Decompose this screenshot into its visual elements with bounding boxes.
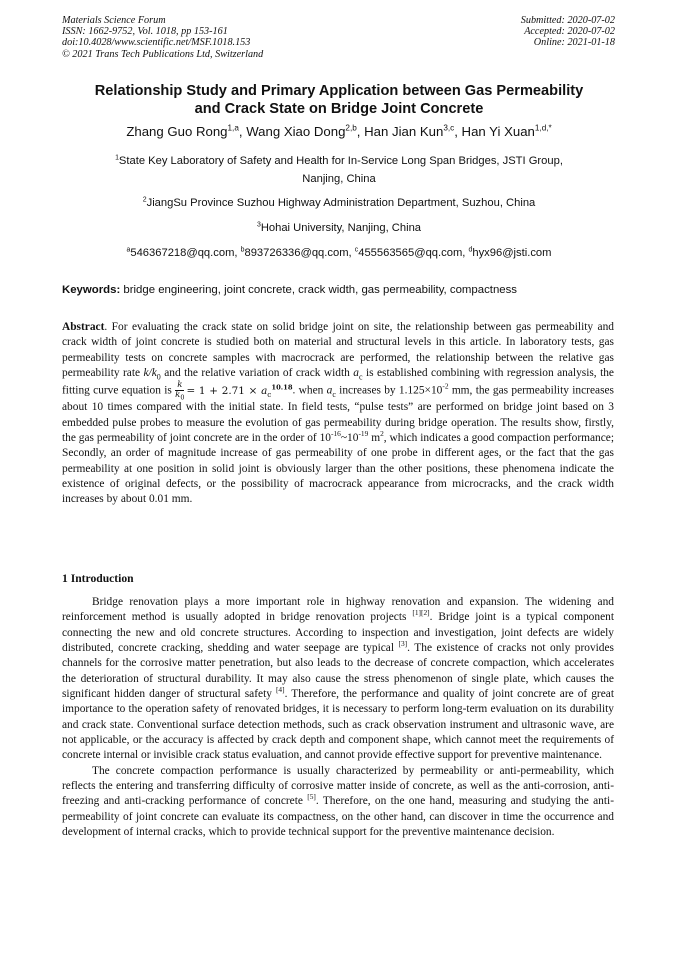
abstract-text: and the relative variation of crack width (160, 367, 354, 380)
email-list (40, 244, 638, 262)
affiliation-1-line-2: Nanjing, China (302, 173, 376, 185)
affiliation-marker: 2 (142, 196, 147, 204)
author-separator: , (356, 124, 365, 139)
accepted-date: Accepted: 2020-07-02 (524, 26, 615, 38)
email-marker: c (354, 246, 359, 254)
email-separator: , (348, 247, 355, 259)
equation-variable: a (261, 384, 268, 397)
abstract-text: mm, the gas permeability increases about 10 times compared with the initial state. In field tests, “pulse tests” are performed on bridge joint based on 3 embedded pulse probes to measure the evolution of gas permeability during bridge operation. The results show, firstly, the gas permeability of joint concrete are in the order of 10 (62, 384, 614, 445)
abstract-text: . For evaluating the crack state on solid bridge joint on site, the relationship between gas permeability and crack width of joint concrete is studied both on material and structural levels in this article. In laboratory tests, gas permeability tests on concrete samples with macrocrack are performed, the relationship between the relative gas permeability rate (62, 321, 614, 380)
author-name: Han Jian Kun (364, 124, 444, 139)
author-affiliation-marker: 1,d,* (534, 123, 552, 133)
abstract-ratio-subscript: 0 (156, 372, 161, 382)
abstract-variable-subscript: c (358, 372, 363, 382)
abstract-variable: a (353, 367, 359, 380)
journal-header-right (521, 15, 615, 49)
citation-ref[interactable]: [4] (275, 685, 285, 695)
email-address[interactable]: 546367218@qq.com (130, 247, 235, 259)
email-address[interactable]: 455563565@qq.com (358, 247, 463, 259)
author-separator: , (238, 124, 247, 139)
author-list (20, 124, 658, 140)
keywords (62, 283, 617, 297)
abstract-exponent: 2 (380, 429, 384, 439)
abstract-variable: a (326, 384, 333, 397)
affiliation-2-text: JiangSu Province Suzhou Highway Administration Department, Suzhou, China (146, 197, 536, 209)
journal-name: Materials Science Forum (62, 15, 166, 26)
email-marker: b (240, 246, 245, 254)
equation-variable-subscript: c (267, 389, 272, 399)
author-affiliation-marker: 1,a (227, 123, 239, 133)
abstract-text: ~10 (340, 432, 359, 445)
introduction-paragraph-1 (62, 595, 614, 764)
paper-title (40, 82, 638, 118)
online-date: Online: 2021-01-18 (533, 37, 615, 49)
email-address[interactable]: hyx96@jsti.com (472, 247, 552, 259)
equation-body: = 1 + 2.71 × (186, 384, 262, 397)
introduction-body (62, 595, 614, 841)
affiliation-3 (40, 219, 638, 237)
affiliation-1 (40, 152, 638, 188)
author-name: Wang Xiao Dong (246, 124, 346, 139)
email-separator: , (462, 247, 469, 259)
paragraph-text: Bridge renovation plays a more important role in highway renovation and expansion. The widening and reinforcement method is usually adopted in bridge renovation projects (62, 596, 614, 624)
affiliation-marker: 1 (115, 154, 119, 162)
abstract-ratio: k/k (143, 367, 157, 380)
equation-fraction (175, 380, 185, 403)
author-affiliation-marker: 3,c (443, 123, 455, 133)
equation-exponent: 10.18 (271, 383, 293, 392)
author-affiliation-marker: 2,b (345, 123, 357, 133)
email-marker: d (468, 246, 473, 254)
keywords-text: bridge engineering, joint concrete, crack width, gas permeability, compactness (120, 284, 517, 296)
affiliation-3-text: Hohai University, Nanjing, China (260, 222, 422, 234)
citation-ref[interactable]: [5] (307, 792, 316, 802)
affiliation-1-line-1: State Key Laboratory of Safety and Health for In-Service Long Span Bridges, JSTI Group, (118, 155, 563, 167)
journal-copyright: © 2021 Trans Tech Publications Ltd, Switzerland (62, 48, 264, 60)
author-name: Zhang Guo Rong (126, 124, 228, 139)
paragraph-text: . Therefore, the performance and quality of joint concrete are of great importance to the operation safety of renovated bridges, it is necessary to perform long-term evaluation on its durability and crack state. Conventional surface detection methods, such as crack observation instrument and ultrasonic wave, are not applicable, or the accuracy is affected by crack depth and component shape, which cannot meet the requirements of concrete internal or invisible crack status evaluation, and cannot provide effective support for preventive maintenance. (62, 688, 614, 762)
abstract-text: increases by 1.125×10 (335, 384, 443, 397)
email-address[interactable]: 893726336@qq.com (244, 247, 349, 259)
section-heading-introduction: 1 Introduction (62, 572, 134, 585)
abstract-label: Abstract (62, 321, 105, 333)
email-marker: a (126, 246, 131, 254)
citation-ref[interactable]: [1][2] (412, 608, 430, 618)
equation-denominator-var: k (175, 390, 181, 401)
abstract-exponent: -2 (442, 382, 449, 392)
paragraph-text: . Therefore, on the one hand, measuring and studying the anti-permeability of joint concrete can evaluate its compactness, on the other hand, can discover in time the occurrence and development of internal cracks, which to provide technical support for the preventive maintenance decision. (62, 795, 614, 839)
journal-header-left (62, 15, 263, 60)
journal-issn: ISSN: 1662-9752, Vol. 1018, pp 153-161 (62, 26, 228, 38)
abstract-text: m (368, 432, 381, 445)
abstract-text: , which indicates a good compaction performance; Secondly, an order of magnitude increase of gas permeability of one probe in different ages, or the fact that the gas permeability at one position in solid joint is obviously larger than the other positions, these phenomena indicate the existence of original defects, or the possibility of macrocrack appearance from microcracks, and the crack width increases by about 0.01 mm. (62, 432, 615, 506)
journal-doi: doi:10.4028/www.scientific.net/MSF.1018.153 (62, 37, 251, 49)
email-separator: , (234, 247, 241, 259)
abstract (62, 320, 614, 508)
affiliation-marker: 3 (256, 221, 261, 229)
paragraph-text: . The existence of cracks not only provides channels for the corrosive matter penetration, but also leads to the decrease of concrete compaction, which accelerates the deterioration of structural durability. It may also cause the stress phenomenon of single plate, which causes the significant hidden danger of structural safety (62, 642, 614, 701)
equation-numerator: k (175, 381, 184, 391)
fitting-equation (175, 380, 293, 403)
author-name: Han Yi Xuan (461, 124, 535, 139)
keywords-label: Keywords: (62, 284, 121, 296)
introduction-paragraph-2 (62, 764, 614, 841)
affiliation-2 (40, 194, 638, 212)
equation-denominator-subscript: 0 (180, 394, 185, 403)
paragraph-text: . Bridge joint is a typical component connecting the new and old concrete structures. According to inspection and investigation, joint defects are widely distributed, concrete cracking, shedding and water seepage are typical (62, 611, 614, 655)
abstract-variable-subscript: c (332, 390, 336, 400)
abstract-text: . when (292, 384, 327, 397)
paragraph-text: The concrete compaction performance is usually characterized by permeability or anti-permeability, which reflects the entering and transferring difficulty of corrosive matter inside of concrete, as well as the anti-corrosion, anti-freezing and anti-cracking performance of concrete (62, 764, 614, 808)
citation-ref[interactable]: [3] (398, 639, 408, 649)
abstract-exponent: -16 (331, 429, 341, 439)
equation-denominator (175, 390, 185, 403)
abstract-text: is established combining with regression analysis, the fitting curve equation is (62, 367, 614, 397)
submitted-date: Submitted: 2020-07-02 (520, 15, 615, 26)
title-line-1: Relationship Study and Primary Application between Gas Permeability (94, 83, 584, 99)
author-separator: , (454, 124, 462, 139)
title-line-2: and Crack State on Bridge Joint Concrete (194, 101, 484, 117)
abstract-exponent: -19 (358, 429, 369, 439)
